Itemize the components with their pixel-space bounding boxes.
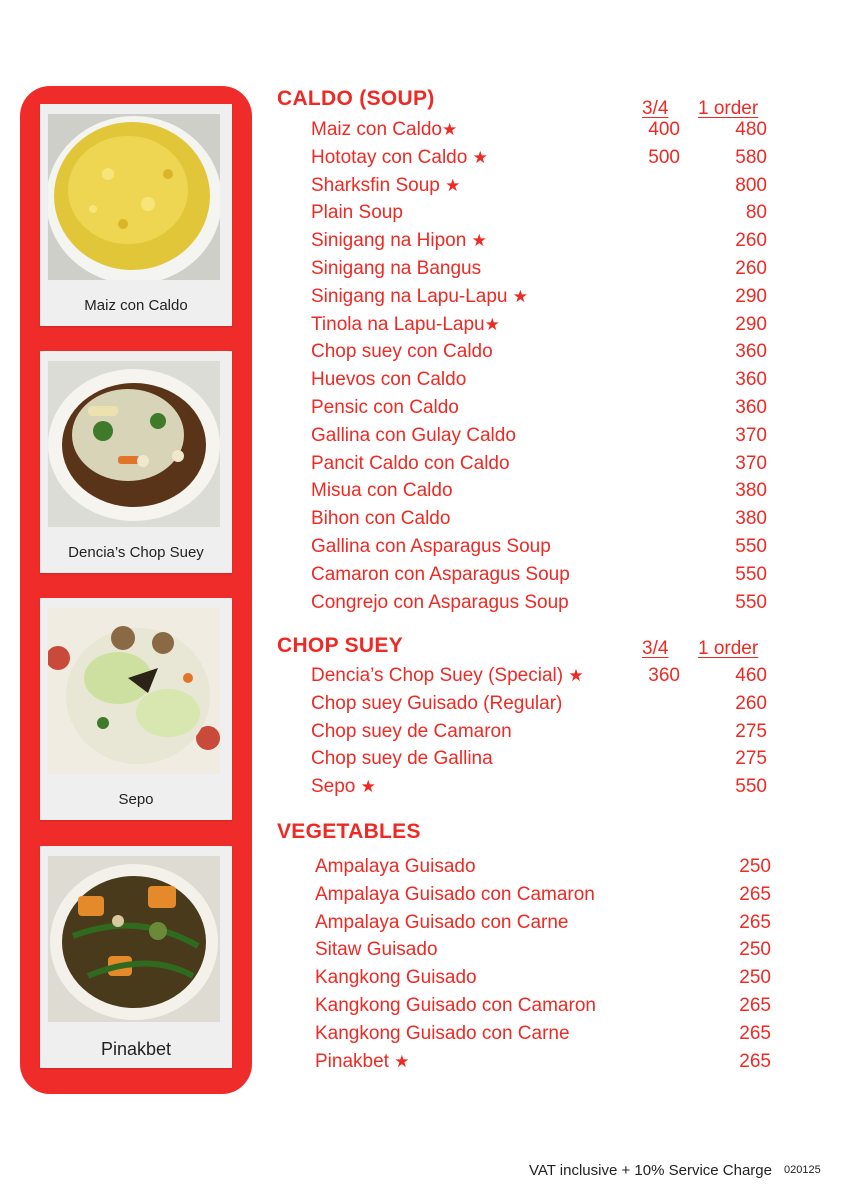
menu-item-row: [0, 258, 848, 286]
star-icon: ★: [394, 1051, 410, 1071]
price-one-order: 460: [735, 665, 767, 686]
price-one-order: 580: [735, 146, 767, 168]
menu-item-row: [0, 967, 848, 995]
item-name: Pancit Caldo con Caldo: [311, 452, 510, 474]
item-name: Sinigang na Lapu-Lapu ★: [311, 285, 529, 307]
item-name: Camaron con Asparagus Soup: [311, 563, 570, 585]
price-one-order: 250: [739, 939, 771, 961]
menu-item-row: [0, 314, 848, 342]
item-name: Chop suey de Gallina: [311, 748, 493, 770]
menu-item-row: [0, 341, 848, 369]
price-three-quarter: 500: [648, 146, 680, 168]
price-one-order: 360: [735, 397, 767, 418]
menu-item-row: [0, 995, 848, 1023]
item-name: Kangkong Guisado: [315, 967, 477, 989]
price-one-order: 265: [739, 883, 771, 905]
photo-caption: Sepo: [118, 791, 154, 808]
section-title-caldo: CALDO (SOUP): [277, 87, 435, 110]
star-icon: ★: [471, 231, 487, 251]
price-one-order: 290: [735, 285, 767, 307]
price-one-order: 265: [739, 995, 771, 1016]
section-title-chopsuey: CHOP SUEY: [277, 634, 404, 657]
menu-item-row: [0, 397, 848, 425]
star-icon: ★: [472, 147, 488, 167]
price-one-order: 275: [735, 720, 767, 742]
item-name: Maiz con Caldo★: [311, 119, 458, 140]
menu-code: 020125: [784, 1164, 821, 1176]
menu-item-row: [0, 776, 848, 804]
photo-caption: Dencia’s Chop Suey: [68, 544, 204, 561]
price-one-order: 290: [735, 313, 767, 335]
price-one-order: 550: [735, 563, 767, 585]
price-one-order: 550: [735, 591, 767, 613]
item-name: Plain Soup: [311, 202, 403, 224]
menu-item-row: [0, 1051, 848, 1079]
menu-item-row: [0, 508, 848, 536]
price-one-order: 250: [739, 856, 771, 877]
item-name: Dencia’s Chop Suey (Special) ★: [311, 665, 584, 686]
star-icon: ★: [484, 314, 500, 334]
price-one-order: 550: [735, 536, 767, 557]
item-name: Pensic con Caldo: [311, 397, 459, 418]
price-one-order: 380: [735, 480, 767, 502]
col-head-one-order: 1 order: [698, 98, 759, 119]
item-name: Sinigang na Hipon ★: [311, 230, 487, 252]
item-name: Ampalaya Guisado: [315, 856, 476, 877]
item-name: Ampalaya Guisado con Carne: [315, 911, 569, 933]
menu-item-row: [0, 119, 848, 147]
star-icon: ★: [441, 120, 458, 139]
star-icon: ★: [568, 666, 584, 685]
item-name: Kangkong Guisado con Camaron: [315, 995, 596, 1016]
item-name: Chop suey de Camaron: [311, 720, 512, 742]
menu-item-row: [0, 425, 848, 453]
item-name: Huevos con Caldo: [311, 369, 467, 391]
menu-item-row: [0, 912, 848, 940]
price-one-order: 275: [735, 748, 767, 770]
menu-item-row: [0, 369, 848, 397]
star-icon: ★: [360, 777, 376, 797]
item-name: Congrejo con Asparagus Soup: [311, 591, 569, 613]
menu-item-row: [0, 147, 848, 175]
price-one-order: 360: [735, 341, 767, 363]
price-one-order: 360: [735, 369, 767, 391]
item-name: Chop suey Guisado (Regular): [311, 692, 563, 714]
menu-item-row: [0, 856, 848, 884]
item-name: Bihon con Caldo: [311, 508, 451, 530]
price-one-order: 80: [745, 202, 767, 224]
menu-item-row: [0, 884, 848, 912]
section-title-vegetables: VEGETABLES: [277, 820, 421, 843]
price-three-quarter: 360: [648, 665, 680, 686]
menu-item-row: [0, 480, 848, 508]
menu-item-row: [0, 721, 848, 749]
price-one-order: 265: [739, 1022, 771, 1044]
menu-item-row: [0, 230, 848, 258]
menu-item-row: [0, 453, 848, 481]
price-one-order: 260: [735, 258, 767, 279]
col-head-three-quarter: 3/4: [642, 638, 669, 659]
item-name: Sinigang na Bangus: [311, 258, 482, 279]
price-one-order: 370: [735, 424, 767, 446]
menu-item-row: [0, 693, 848, 721]
col-head-one-order: 1 order: [698, 638, 759, 659]
item-name: Pinakbet ★: [315, 1050, 410, 1072]
price-one-order: 380: [735, 508, 767, 530]
price-one-order: 265: [739, 911, 771, 933]
price-one-order: 260: [735, 692, 767, 714]
item-name: Sitaw Guisado: [315, 939, 438, 961]
price-one-order: 260: [735, 230, 767, 252]
menu-item-row: [0, 536, 848, 564]
price-one-order: 480: [735, 119, 767, 140]
item-name: Kangkong Guisado con Carne: [315, 1022, 570, 1044]
price-one-order: 370: [735, 452, 767, 474]
item-name: Chop suey con Caldo: [311, 341, 493, 363]
menu-item-row: [0, 1023, 848, 1051]
star-icon: ★: [512, 286, 529, 306]
item-name: Misua con Caldo: [311, 480, 453, 502]
price-three-quarter: 400: [648, 119, 680, 140]
menu-item-row: [0, 175, 848, 203]
item-name: Gallina con Asparagus Soup: [311, 536, 551, 557]
item-name: Tinola na Lapu-Lapu★: [311, 313, 500, 335]
photo-caption: Pinakbet: [100, 1039, 172, 1059]
price-one-order: 550: [735, 776, 767, 798]
menu-item-row: [0, 564, 848, 592]
menu-item-row: [0, 665, 848, 693]
item-name: Sharksfin Soup ★: [311, 174, 461, 196]
item-name: Sepo ★: [311, 776, 376, 798]
menu-item-row: [0, 939, 848, 967]
col-head-three-quarter: 3/4: [642, 98, 669, 119]
price-one-order: 800: [735, 174, 767, 196]
item-name: Gallina con Gulay Caldo: [311, 424, 516, 446]
price-one-order: 265: [739, 1050, 771, 1072]
service-charge-note: VAT inclusive + 10% Service Charge: [528, 1162, 772, 1179]
menu-item-row: [0, 202, 848, 230]
menu-item-row: [0, 748, 848, 776]
star-icon: ★: [445, 175, 461, 195]
item-name: Ampalaya Guisado con Camaron: [315, 883, 595, 905]
menu-item-row: [0, 592, 848, 620]
menu-item-row: [0, 286, 848, 314]
photo-caption: Maiz con Caldo: [84, 297, 188, 314]
price-one-order: 250: [739, 967, 771, 989]
item-name: Hototay con Caldo ★: [311, 146, 488, 168]
